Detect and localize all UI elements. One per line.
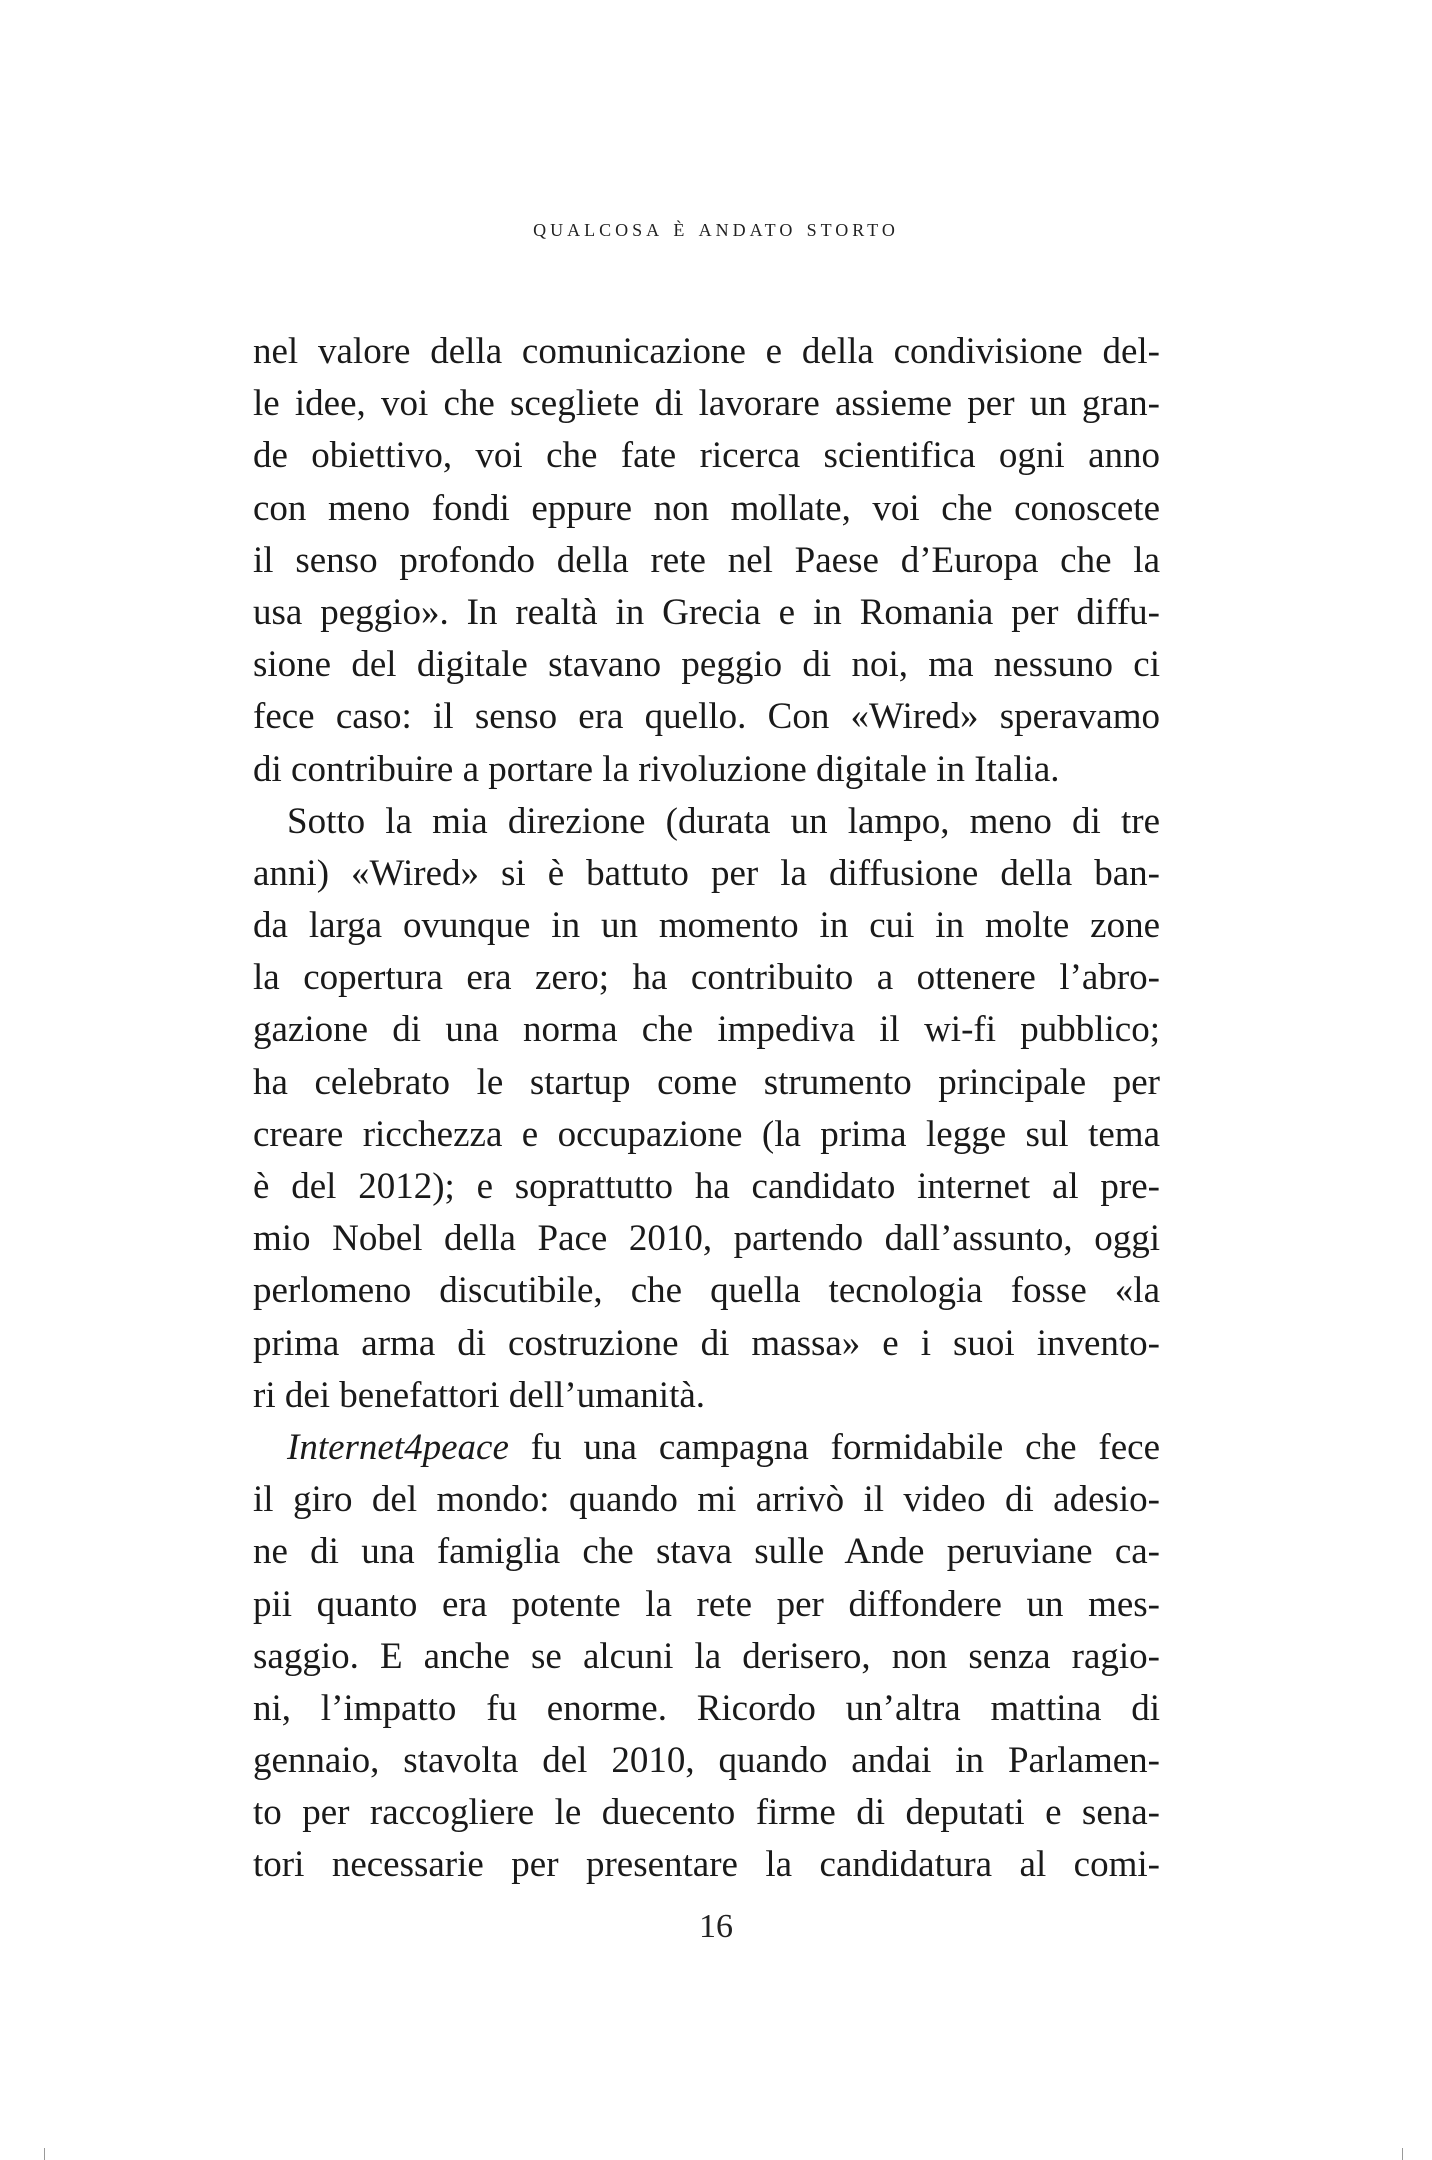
text-line: gennaio, stavolta del 2010, quando andai in Parlamen-: [253, 1740, 1160, 1782]
text-line: gazione di una norma che impediva il wi-fi pubblico;: [253, 1009, 1160, 1051]
text-line: con meno fondi eppure non mollate, voi che conoscete: [253, 487, 1160, 529]
text-line: ne di una famiglia che stava sulle Ande peruviane ca-: [253, 1531, 1160, 1573]
text-line: ri dei benefattori dell’umanità.: [253, 1374, 706, 1416]
crop-mark: [1402, 2148, 1403, 2160]
text-line: nel valore della comunicazione e della condivisione del-: [253, 331, 1160, 372]
text-line: fece caso: il senso era quello. Con «Wired» speravamo: [253, 696, 1160, 738]
body-text: [253, 326, 1160, 1892]
text-line: da larga ovunque in un momento in cui in molte zone: [253, 905, 1160, 947]
text-line: ni, l’impatto fu enorme. Ricordo un’altra mattina di: [253, 1687, 1160, 1729]
text-line-rest: fu una campagna formidabile che fece: [508, 1426, 1160, 1468]
text-line: tori necessarie per presentare la candidatura al comi-: [253, 1844, 1160, 1886]
crop-mark: [44, 2148, 45, 2160]
text-line: mio Nobel della Pace 2010, partendo dall’assunto, oggi: [253, 1218, 1160, 1260]
text-line: la copertura era zero; ha contribuito a ottenere l’abro-: [253, 957, 1160, 999]
text-line: creare ricchezza e occupazione (la prima legge sul tema: [253, 1113, 1160, 1155]
text-line: prima arma di costruzione di massa» e i suoi invento-: [253, 1322, 1160, 1364]
text-line: sione del digitale stavano peggio di noi, ma nessuno ci: [253, 644, 1160, 686]
text-line: pii quanto era potente la rete per diffondere un mes-: [253, 1583, 1160, 1625]
text-line: il senso profondo della rete nel Paese d’Europa che la: [253, 539, 1160, 581]
text-line: de obiettivo, voi che fate ricerca scientifica ogni anno: [253, 435, 1160, 477]
text-line: perlomeno discutibile, che quella tecnologia fosse «la: [253, 1270, 1160, 1312]
running-header: qualcosa è andato storto: [533, 215, 899, 242]
text-line: il giro del mondo: quando mi arrivò il video di adesio-: [253, 1479, 1160, 1521]
italic-title: Internet4peace: [287, 1426, 509, 1468]
text-line: le idee, voi che scegliete di lavorare assieme per un gran-: [253, 383, 1160, 425]
paragraph-start-line: Sotto la mia direzione (durata un lampo, meno di tre: [287, 800, 1160, 842]
page-number: 16: [699, 1908, 733, 1945]
paragraph-start-line: [253, 1422, 1160, 1474]
text-line: saggio. E anche se alcuni la derisero, non senza ragio-: [253, 1635, 1160, 1677]
text-line: usa peggio». In realtà in Grecia e in Romania per diffu-: [253, 591, 1160, 633]
text-line: to per raccogliere le duecento firme di deputati e sena-: [253, 1792, 1160, 1834]
text-line: è del 2012); e soprattutto ha candidato internet al pre-: [253, 1166, 1160, 1207]
text-line: ha celebrato le startup come strumento principale per: [253, 1061, 1160, 1103]
text-line: anni) «Wired» si è battuto per la diffusione della ban-: [253, 852, 1160, 894]
text-line: di contribuire a portare la rivoluzione digitale in Italia.: [253, 748, 1060, 790]
